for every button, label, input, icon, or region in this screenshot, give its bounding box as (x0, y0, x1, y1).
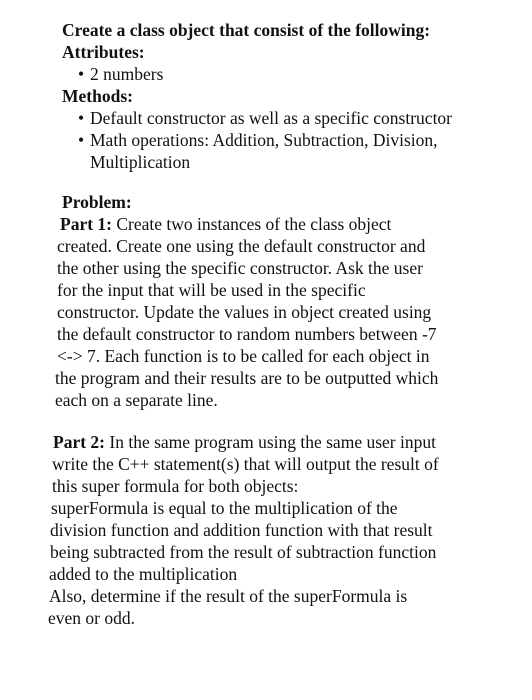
part2-label: Part 2: (53, 432, 105, 452)
part1-line: for the input that will be used in the specific (57, 280, 366, 300)
bullet-icon: • (78, 64, 85, 84)
part2-line: added to the multiplication (49, 564, 238, 584)
part2-line: even or odd. (48, 608, 135, 628)
problem-heading: Problem: (62, 192, 132, 212)
part2-line: Also, determine if the result of the superFormula is (49, 586, 408, 606)
document-title: Create a class object that consist of the following: (62, 20, 431, 40)
part2-line (53, 431, 436, 453)
part1-line: constructor. Update the values in object created using (57, 302, 432, 322)
method-item-text: Default constructor as well as a specific constructor (90, 108, 453, 128)
part1-line: the program and their results are to be outputted which (55, 368, 439, 388)
part1-line: <-> 7. Each function is to be called for each object in (57, 346, 430, 366)
part1-line (60, 213, 391, 235)
bullet-icon: • (78, 130, 85, 150)
part1-line: the default constructor to random numbers between -7 (57, 324, 437, 344)
attributes-heading: Attributes: (62, 42, 145, 62)
method-item (78, 129, 438, 151)
part1-line: each on a separate line. (55, 390, 218, 410)
part1-line: the other using the specific constructor. Ask the user (57, 258, 423, 278)
method-item-text: Math operations: Addition, Subtraction, Division, (90, 130, 438, 150)
part2-line: being subtracted from the result of subtraction function (50, 542, 437, 562)
method-item-continuation: Multiplication (90, 152, 191, 172)
part1-line: created. Create one using the default constructor and (57, 236, 426, 256)
bullet-icon: • (78, 108, 85, 128)
part2-line: division function and addition function with that result (50, 520, 433, 540)
method-item (78, 107, 452, 129)
part2-line: superFormula is equal to the multiplication of the (51, 498, 398, 518)
attribute-item-text: 2 numbers (90, 64, 164, 84)
methods-heading: Methods: (62, 86, 133, 106)
part2-line: write the C++ statement(s) that will output the result of (52, 454, 439, 474)
part1-label: Part 1: (60, 214, 112, 234)
part1-text: Create two instances of the class object (116, 214, 392, 234)
attribute-item (78, 63, 163, 85)
part2-text: In the same program using the same user input (109, 432, 436, 452)
part2-line: this super formula for both objects: (52, 476, 299, 496)
